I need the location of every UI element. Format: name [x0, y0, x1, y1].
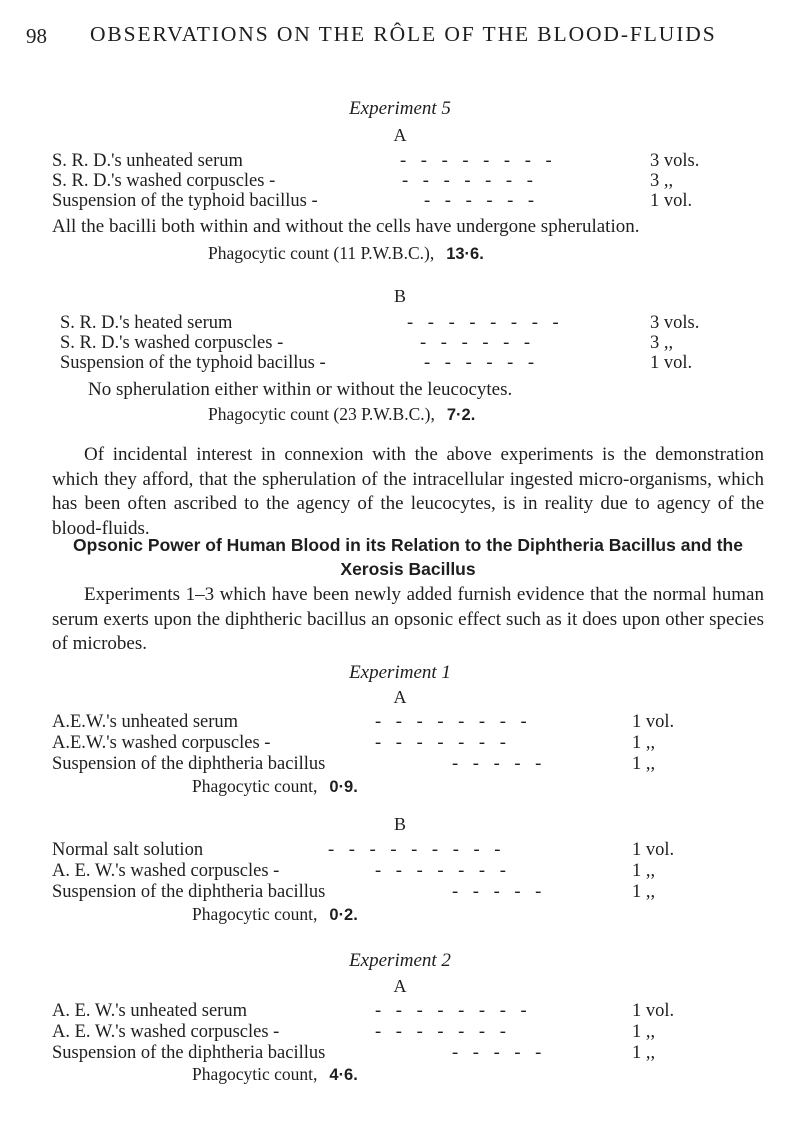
- phagocytic-count: [192, 1064, 358, 1085]
- ingredient-quantity: 1 vol.: [632, 1001, 675, 1021]
- ingredient-quantity: 3 ,,: [650, 333, 674, 353]
- experiment-5b-label: B: [393, 286, 406, 306]
- experiment-1b-label: B: [393, 814, 406, 834]
- ingredient-row: [52, 313, 772, 335]
- ingredient-row: [52, 712, 772, 734]
- ingredient-quantity: 1 ,,: [632, 754, 656, 774]
- experiment-1a-label: A: [393, 687, 407, 707]
- ingredient-name: Suspension of the diphtheria bacillus: [52, 754, 326, 774]
- ingredient-name: A.E.W.'s unheated serum: [52, 712, 239, 732]
- phagocytic-count-label: Phagocytic count,: [192, 776, 318, 796]
- ingredient-name: A. E. W.'s unheated serum: [52, 1001, 247, 1021]
- phagocytic-count: [192, 776, 358, 797]
- leader-dashes: - - - - - - -: [375, 733, 511, 753]
- leader-dashes: - - - - - - - -: [400, 151, 557, 171]
- phagocytic-count-value: 4·6.: [329, 1066, 358, 1084]
- ingredient-quantity: 3 vols.: [650, 313, 700, 333]
- experiment-2a-label: A: [393, 976, 407, 996]
- ingredient-quantity: 1 ,,: [632, 1022, 656, 1042]
- phagocytic-count-label: Phagocytic count (11 P.W.B.C.),: [208, 243, 435, 263]
- ingredient-name: A. E. W.'s washed corpuscles -: [52, 861, 280, 881]
- leader-dashes: - - - - -: [452, 754, 547, 774]
- paragraph-incidental: Of incidental interest in connexion with the above experiments is the demonstration which they afford, that the spherulation of the intracellular ingested micro-organisms, which has been often ascribed to the agency of the leucocytes, is in reality due to agency of the blood-fluids.: [52, 444, 764, 539]
- phagocytic-count-value: 0·2.: [329, 906, 358, 924]
- ingredient-name: S. R. D.'s washed corpuscles -: [60, 333, 284, 353]
- ingredient-row: [52, 333, 772, 355]
- ingredient-row: [52, 840, 772, 862]
- ingredient-quantity: 1 vol.: [632, 840, 675, 860]
- phagocytic-count-value: 0·9.: [329, 778, 358, 796]
- leader-dashes: - - - - - - - - -: [328, 840, 506, 860]
- ingredient-name: A. E. W.'s washed corpuscles -: [52, 1022, 280, 1042]
- ingredient-row: [52, 733, 772, 755]
- phagocytic-count: [208, 404, 475, 425]
- phagocytic-count-value: 7·2.: [446, 406, 476, 424]
- ingredient-quantity: 1 ,,: [632, 733, 656, 753]
- phagocytic-count-label: Phagocytic count (23 P.W.B.C.),: [208, 404, 435, 424]
- ingredient-quantity: 1 vol.: [650, 353, 693, 373]
- phagocytic-count-value: 13·6.: [446, 245, 484, 263]
- ingredient-quantity: 1 ,,: [632, 882, 656, 902]
- phagocytic-count: [192, 904, 358, 925]
- leader-dashes: - - - - -: [452, 1043, 547, 1063]
- leader-dashes: - - - - - - - -: [375, 712, 532, 732]
- ingredient-name: S. R. D.'s washed corpuscles -: [52, 171, 276, 191]
- phagocytic-count: [208, 243, 484, 264]
- ingredient-row: [52, 171, 772, 193]
- ingredient-quantity: 1 ,,: [632, 1043, 656, 1063]
- page-number: 98: [26, 24, 47, 48]
- experiment-5b-result: No spherulation either within or without the leucocytes.: [88, 379, 513, 400]
- section-heading: Opsonic Power of Human Blood in its Relation to the Diphtheria Bacillus and the Xerosis Bacillus: [73, 535, 743, 579]
- leader-dashes: - - - - - -: [424, 191, 540, 211]
- ingredient-name: Normal salt solution: [52, 840, 204, 860]
- ingredient-row: [52, 1022, 772, 1044]
- leader-dashes: - - - - - - - -: [407, 313, 564, 333]
- running-title: OBSERVATIONS ON THE RÔLE OF THE BLOOD-FLUIDS: [90, 22, 717, 46]
- ingredient-row: [52, 191, 772, 213]
- experiment-2-title: Experiment 2: [349, 950, 451, 971]
- paragraph-experiments: Experiments 1–3 which have been newly added furnish evidence that the normal human serum exerts upon the diphtheric bacillus an opsonic effect such as it does upon other species of microbes.: [52, 584, 764, 654]
- experiment-1-title: Experiment 1: [349, 662, 451, 683]
- ingredient-name: S. R. D.'s unheated serum: [52, 151, 243, 171]
- ingredient-name: Suspension of the typhoid bacillus -: [52, 191, 318, 211]
- experiment-5a-label: A: [393, 125, 407, 145]
- leader-dashes: - - - - -: [452, 882, 547, 902]
- ingredient-row: [52, 754, 772, 776]
- phagocytic-count-label: Phagocytic count,: [192, 904, 318, 924]
- ingredient-name: Suspension of the diphtheria bacillus: [52, 882, 326, 902]
- leader-dashes: - - - - - - -: [375, 1022, 511, 1042]
- ingredient-quantity: 3 vols.: [650, 151, 700, 171]
- ingredient-row: [52, 861, 772, 883]
- leader-dashes: - - - - - - - -: [375, 1001, 532, 1021]
- ingredient-row: [52, 1043, 772, 1065]
- ingredient-quantity: 1 ,,: [632, 861, 656, 881]
- phagocytic-count-label: Phagocytic count,: [192, 1064, 318, 1084]
- experiment-5-title: Experiment 5: [349, 98, 451, 119]
- leader-dashes: - - - - - -: [420, 333, 536, 353]
- ingredient-quantity: 3 ,,: [650, 171, 674, 191]
- leader-dashes: - - - - - - -: [375, 861, 511, 881]
- ingredient-row: [52, 353, 772, 375]
- running-head: [26, 20, 766, 52]
- ingredient-row: [52, 882, 772, 904]
- ingredient-quantity: 1 vol.: [632, 712, 675, 732]
- ingredient-name: A.E.W.'s washed corpuscles -: [52, 733, 271, 753]
- experiment-5a-result: All the bacilli both within and without the cells have undergone spherulation.: [52, 216, 640, 237]
- ingredient-name: Suspension of the typhoid bacillus -: [60, 353, 326, 373]
- ingredient-name: S. R. D.'s heated serum: [60, 313, 233, 333]
- ingredient-row: [52, 151, 772, 173]
- ingredient-quantity: 1 vol.: [650, 191, 693, 211]
- leader-dashes: - - - - - -: [424, 353, 540, 373]
- leader-dashes: - - - - - - -: [402, 171, 538, 191]
- ingredient-name: Suspension of the diphtheria bacillus: [52, 1043, 326, 1063]
- ingredient-row: [52, 1001, 772, 1023]
